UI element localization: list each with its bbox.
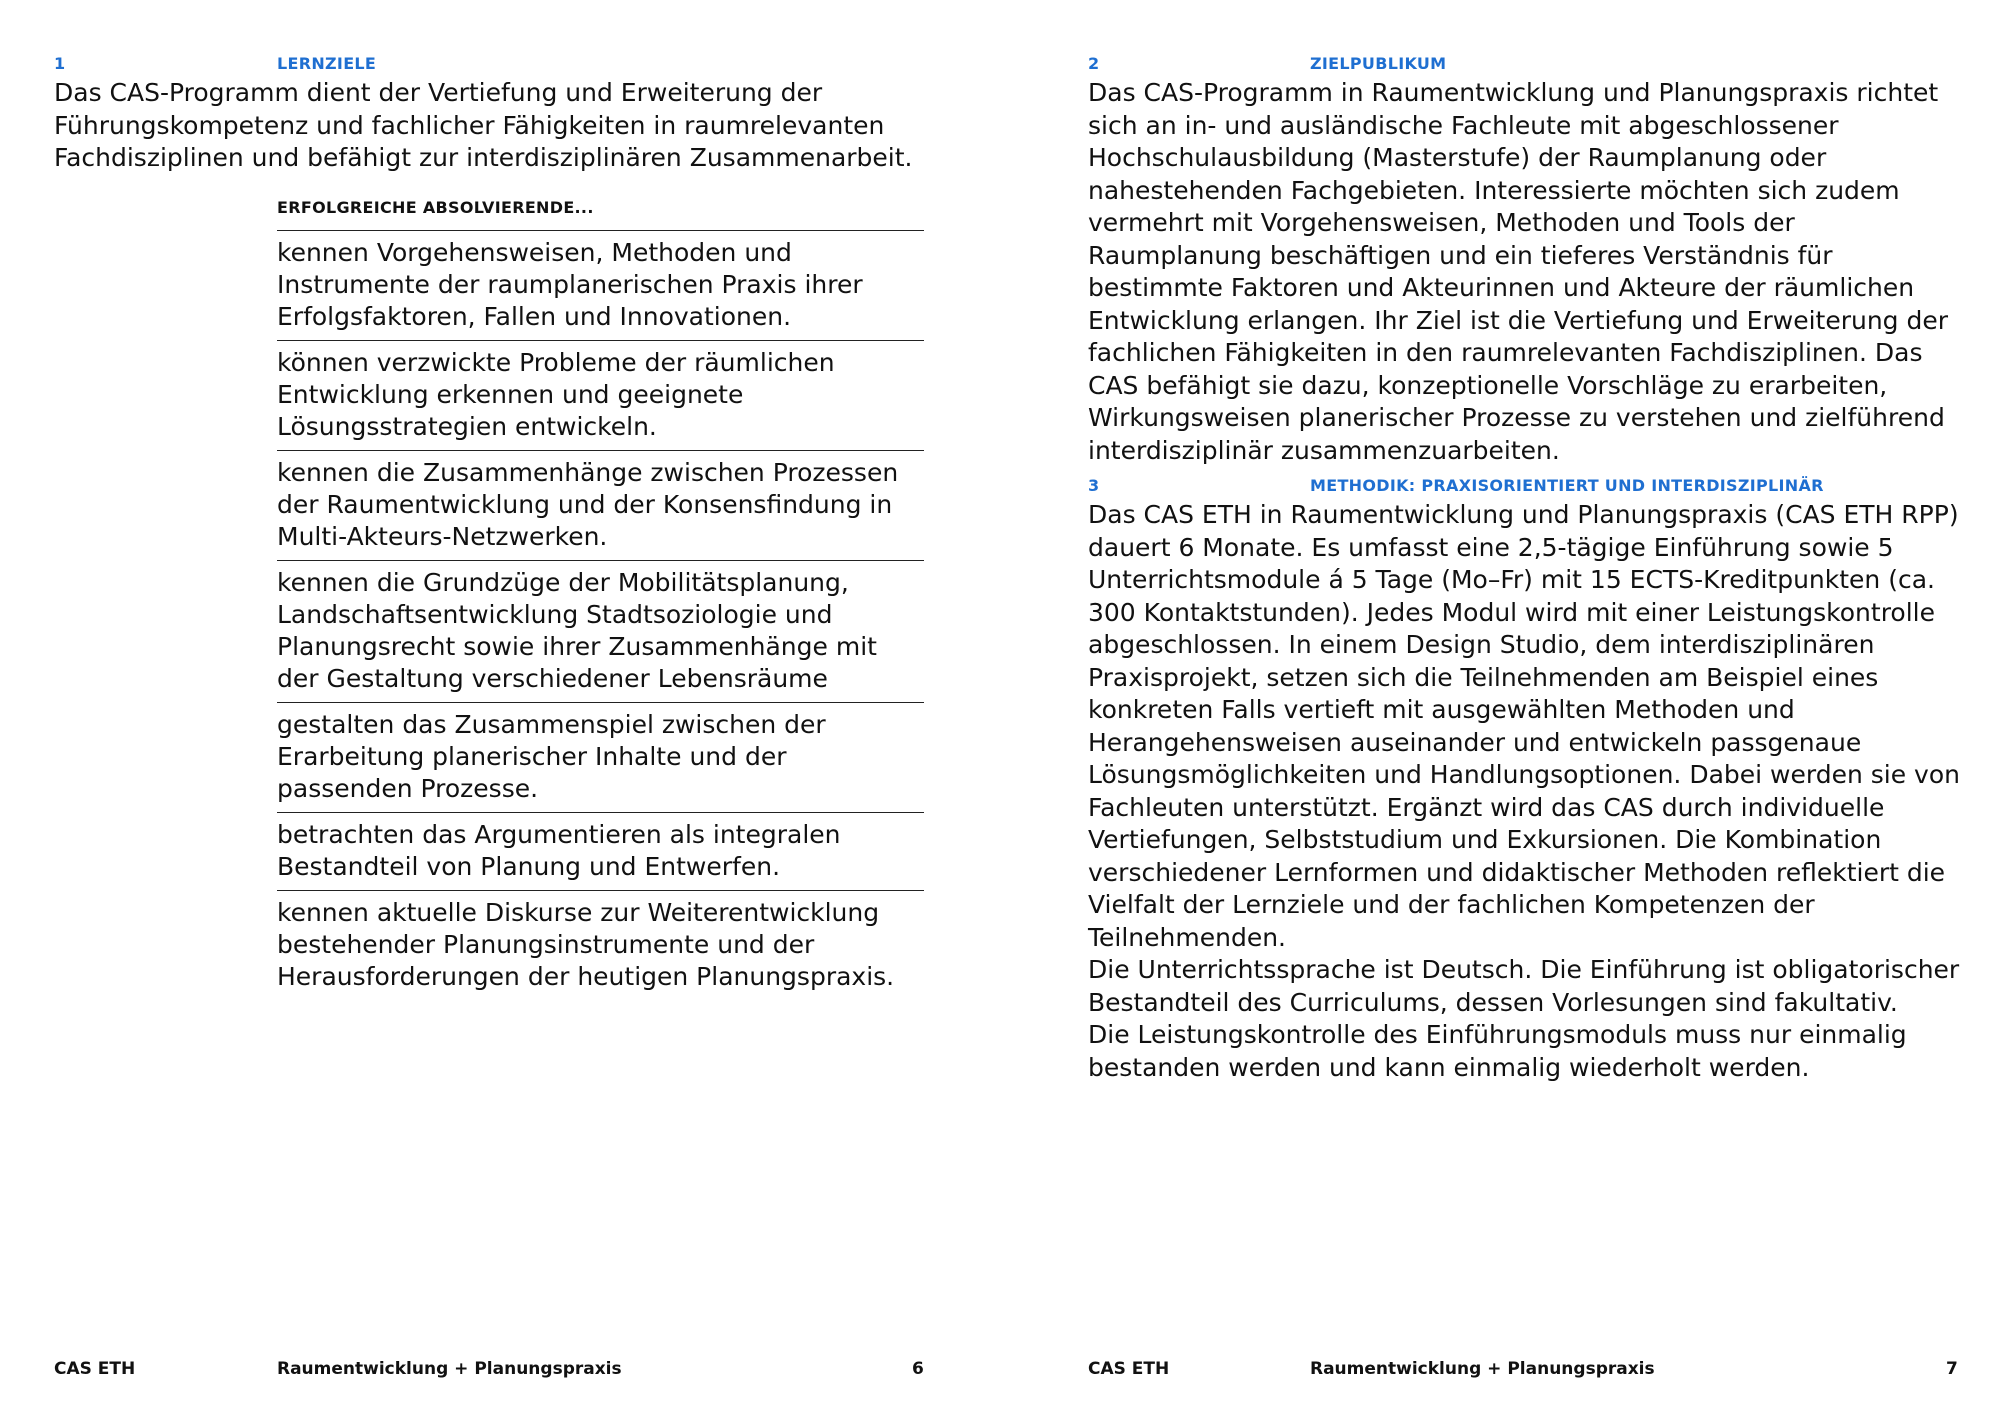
assessment-paragraph: Die Leistungskontrolle des Einführungsmoduls muss nur einmalig bestanden werden und kann einmalig wiederholt werden.	[1088, 1020, 1907, 1082]
section-heading: ZIELPUBLIKUM	[1310, 54, 1447, 73]
right-page	[1000, 0, 2000, 1419]
list-item: kennen aktuelle Diskurse zur Weiterentwicklung bestehender Planungsinstrumente und der Herausforderungen der heutigen Planungspraxis.	[277, 890, 924, 1000]
page-number: 7	[1946, 1359, 1958, 1379]
list-item: betrachten das Argumentieren als integralen Bestandteil von Planung und Entwerfen.	[277, 812, 924, 890]
footer-program: CAS ETH	[54, 1359, 136, 1379]
list-item: gestalten das Zusammenspiel zwischen der Erarbeitung planerischer Inhalte und der passenden Prozesse.	[277, 702, 924, 812]
footer-program: CAS ETH	[1088, 1359, 1170, 1379]
methodology-paragraph: Das CAS ETH in Raumentwicklung und Planungspraxis (CAS ETH RPP) dauert 6 Monate. Es umfasst eine 2,5-tägige Einführung sowie 5 Unterrichtsmodule á 5 Tage (Mo–Fr) mit 15 ECTS-Kreditpunkten (ca. 300 Kontaktstunden). Jedes Modul wird mit einer Leistungskontrolle abgeschlossen. In einem Design Studio, dem interdisziplinären Praxisprojekt, setzen sich die Teilnehmenden am Beispiel eines konkreten Falls vertieft mit ausgewählten Methoden und Herangehensweisen auseinander und entwickeln passgenaue Lösungsmöglichkeiten und Handlungsoptionen. Dabei werden sie von Fachleuten unterstützt. Ergänzt wird das CAS durch individuelle Vertiefungen, Selbststudium und Exkursionen. Die Kombination verschiedener Lernformen und didaktischer Methoden reflektiert die Vielfalt der Lernziele und der fachlichen Kompetenzen der Teilnehmenden.	[1088, 500, 1960, 952]
section-number: 3	[1088, 476, 1100, 495]
target-audience-paragraph: Das CAS-Programm in Raumentwicklung und Planungspraxis richtet sich an in- und ausländische Fachleute mit abgeschlossener Hochschulausbildung (Masterstufe) der Raumplanung oder nahestehenden Fachgebieten. Interessierte möchten sich zudem vermehrt mit Vorgehensweisen, Methoden und Tools der Raumplanung beschäftigen und ein tieferes Verständnis für bestimmte Faktoren und Akteurinnen und Akteure der räumlichen Entwicklung erlangen. Ihr Ziel ist die Vertiefung und Erweiterung der fachlichen Fähigkeiten in den raumrelevanten Fachdisziplinen. Das CAS befähigt sie dazu, konzeptionelle Vorschläge zu erarbeiten, Wirkungsweisen planerischer Prozesse zu verstehen und zielführend interdisziplinär zusammenzuarbeiten.	[1088, 78, 1949, 465]
section-number: 2	[1088, 54, 1100, 73]
goals-subheading: ERFOLGREICHE ABSOLVIERENDE...	[277, 198, 594, 217]
page-number: 6	[912, 1359, 924, 1379]
list-item: kennen Vorgehensweisen, Methoden und Instrumente der raumplanerischen Praxis ihrer Erfolgsfaktoren, Fallen und Innovationen.	[277, 230, 924, 340]
section-heading: METHODIK: PRAXISORIENTIERT UND INTERDISZIPLINÄR	[1310, 476, 1824, 495]
footer-title: Raumentwicklung + Planungspraxis	[277, 1359, 622, 1379]
section-number: 1	[54, 54, 66, 73]
learning-goals-list	[277, 230, 924, 1000]
intro-paragraph: Das CAS-Programm dient der Vertiefung und Erweiterung der Führungskompetenz und fachlicher Fähigkeiten in raumrelevanten Fachdisziplinen und befähigt zur interdisziplinären Zusammenarbeit.	[54, 78, 913, 172]
list-item: können verzwickte Probleme der räumlichen Entwicklung erkennen und geeignete Lösungsstrategien entwickeln.	[277, 340, 924, 450]
methodology-text	[1088, 499, 1968, 1084]
language-paragraph: Die Unterrichtssprache ist Deutsch. Die Einführung ist obligatorischer Bestandteil des Curriculums, dessen Vorlesungen sind fakultativ.	[1088, 955, 1960, 1017]
list-item: kennen die Grundzüge der Mobilitätsplanung, Landschaftsentwicklung Stadtsoziologie und Planungsrecht sowie ihrer Zusammenhänge mit der Gestaltung verschiedener Lebensräume	[277, 560, 924, 702]
list-item: kennen die Zusammenhänge zwischen Prozessen der Raumentwicklung und der Konsensfindung in Multi-Akteurs-Netzwerken.	[277, 450, 924, 560]
footer-title: Raumentwicklung + Planungspraxis	[1310, 1359, 1655, 1379]
section-heading: LERNZIELE	[277, 54, 377, 73]
